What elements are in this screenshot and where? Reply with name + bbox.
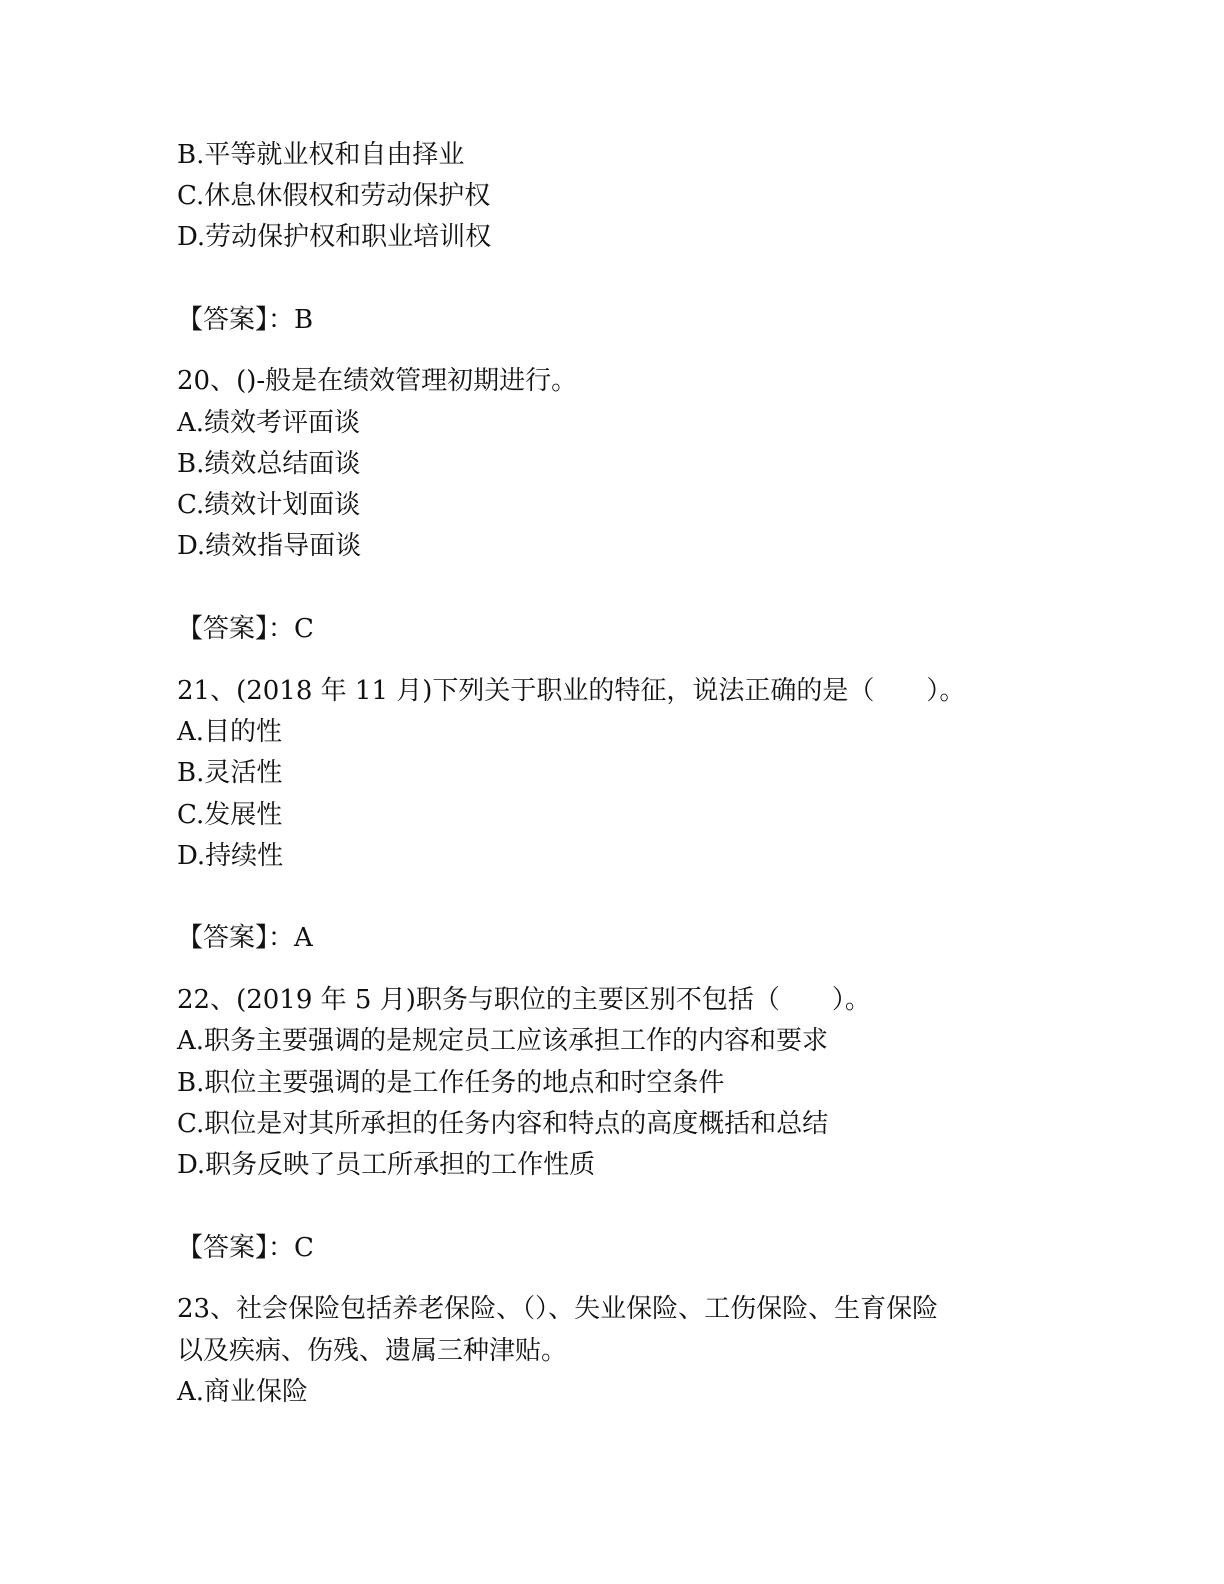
q22-answer: 【答案】：C	[177, 1233, 314, 1263]
q20-option-c: C.绩效计划面谈	[177, 490, 361, 520]
q20-option-b: B.绩效总结面谈	[177, 449, 361, 479]
q20-option-a: A.绩效考评面谈	[177, 408, 361, 438]
q19-option-c: C.休息休假权和劳动保护权	[177, 181, 491, 211]
q20-option-d: D.绩效指导面谈	[177, 531, 362, 561]
q20-stem: 20、()-般是在绩效管理初期进行。	[177, 366, 578, 396]
q23-stem-line2: 以及疾病、伤残、遗属三种津贴。	[177, 1336, 568, 1366]
q19-answer: 【答案】：B	[177, 305, 314, 335]
q21-option-a: A.目的性	[177, 717, 283, 747]
q22-stem: 22、(2019 年 5 月)职务与职位的主要区别不包括（ ）。	[177, 985, 871, 1015]
q23-option-a: A.商业保险	[177, 1377, 309, 1407]
q21-option-d: D.持续性	[177, 841, 284, 871]
q21-option-b: B.灵活性	[177, 758, 283, 788]
q22-option-d: D.职务反映了员工所承担的工作性质	[177, 1150, 596, 1180]
q22-option-a: A.职务主要强调的是规定员工应该承担工作的内容和要求	[177, 1026, 829, 1056]
q19-option-d: D.劳动保护权和职业培训权	[177, 222, 492, 252]
q21-stem: 21、(2018 年 11 月)下列关于职业的特征，说法正确的是（ ）。	[177, 676, 966, 706]
q19-option-b: B.平等就业权和自由择业	[177, 140, 465, 170]
q23-stem-line1: 23、社会保险包括养老保险、（）、失业保险、工伤保险、生育保险	[177, 1294, 939, 1324]
q21-answer: 【答案】：A	[177, 923, 313, 953]
q20-answer: 【答案】：C	[177, 614, 314, 644]
q21-option-c: C.发展性	[177, 800, 283, 830]
q22-option-b: B.职位主要强调的是工作任务的地点和时空条件	[177, 1068, 725, 1098]
q22-option-c: C.职位是对其所承担的任务内容和特点的高度概括和总结	[177, 1109, 829, 1139]
